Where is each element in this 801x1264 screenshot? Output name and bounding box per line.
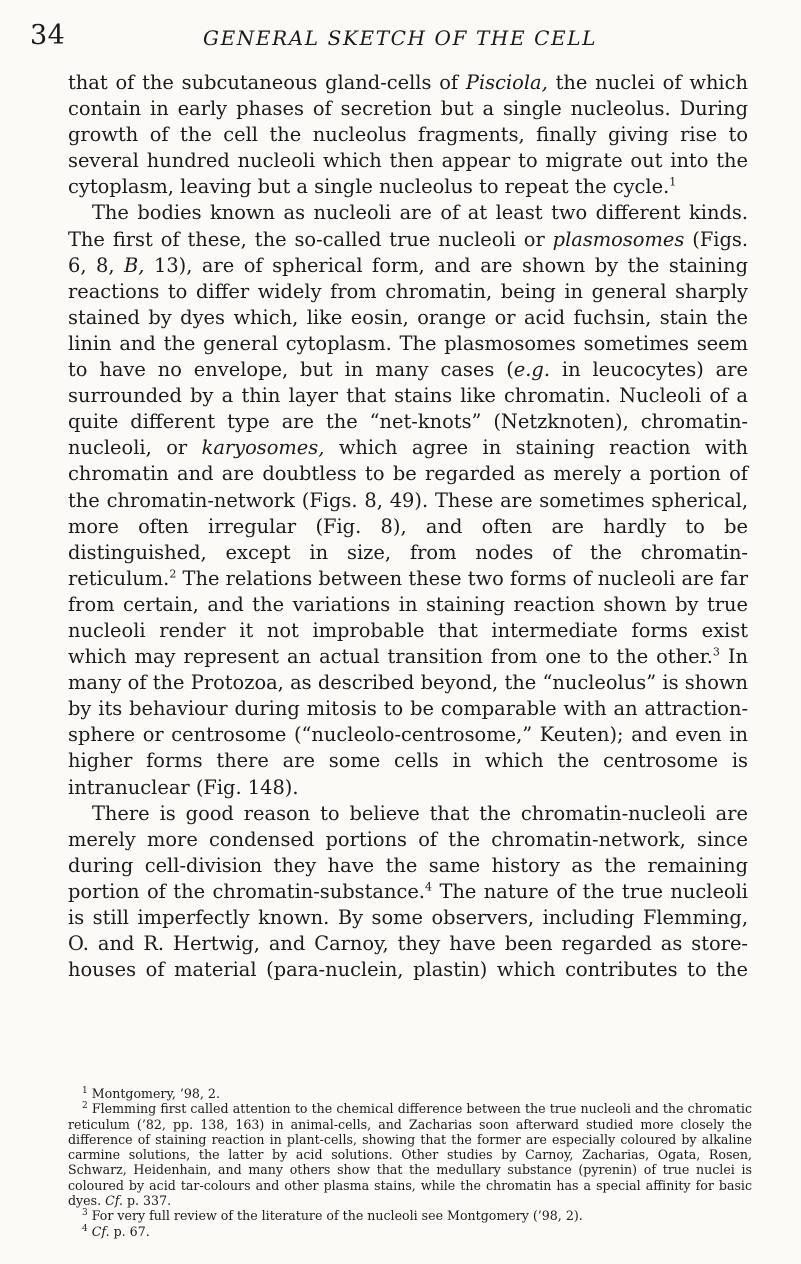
footnote-3 xyxy=(68,1208,752,1223)
footnote-ref-2: 2 xyxy=(169,567,177,581)
italic-term: Cf. xyxy=(91,1223,110,1239)
text-run: The bodies known as nucleoli are of at least two different kinds. The first of these, the so-called true nucleoli or xyxy=(68,201,748,251)
footnote-mark: 1 xyxy=(82,1085,88,1096)
footnote-ref-1: 1 xyxy=(669,175,677,189)
footnote-text: Montgomery, ’98, 2. xyxy=(87,1086,220,1101)
page-number: 34 xyxy=(30,20,66,51)
main-text xyxy=(68,70,748,983)
text-run: the nuclei of which contain in early phases of secretion but a single nucleolus. During growth of the cell the nucleolus fragments, finally giving rise to several hundred nucleoli which then appear to migrate out into the cytoplasm, leaving but a single nucleolus to repeat the cycle. xyxy=(68,71,748,199)
footnote-2 xyxy=(68,1101,752,1208)
footnote-4 xyxy=(68,1224,752,1239)
italic-term: Cf. xyxy=(105,1193,123,1209)
text-run: in leucocytes) are surrounded by a thin layer that stains like chromatin. Nucleoli of a quite different type are the “net-knots” (Netzknoten), chromatin-nucleoli, or xyxy=(68,358,748,460)
footnote-ref-3: 3 xyxy=(712,645,720,659)
footnote-text: Flemming first called attention to the chemical difference between the true nucleoli and the chromatic reticulum (’82, pp. 138, 163) in animal-cells, and Zacharias soon afterward studied more closely the difference of staining reaction in plant-cells, showing that the former are especially coloured by alkaline carmine solutions, the latter by acid solutions. Other studies by Carnoy, Zacharias, Ogata, Rosen, Schwarz, Heidenhain, and many others show that the medullary substance (pyrenin) of true nuclei is coloured by acid tar-colours and other plasma stains, while the chromatin has a special affinity for basic dyes. xyxy=(68,1101,752,1209)
paragraph-2 xyxy=(68,200,748,800)
running-head: GENERAL SKETCH OF THE CELL xyxy=(203,26,597,50)
page-header xyxy=(30,18,770,58)
footnote-ref-4: 4 xyxy=(424,880,432,894)
footnote-mark: 4 xyxy=(82,1223,88,1234)
italic-term: plasmosomes xyxy=(552,227,685,251)
footnote-1 xyxy=(68,1086,752,1101)
footnote-text: p. 337. xyxy=(122,1193,172,1209)
italic-term: Pisciola, xyxy=(465,71,548,94)
text-run: There is good reason to believe that the chromatin-nucleoli are merely more condensed portions of the chromatin-network, since during cell-division they have the same history as the remaining portion of the chromatin-substance. xyxy=(68,801,748,903)
paragraph-3 xyxy=(68,801,748,984)
paragraph-1 xyxy=(68,70,748,200)
text-run: which agree in staining reaction with chromatin and are doubtless to be regarded as merely a portion of the chromatin-network (Figs. 8, 49). These are sometimes spherical, more often irregular (Fig. 8), and often are hardly to be distinguished, except in size, from nodes of the chromatin-reticulum. xyxy=(68,436,749,590)
text-run: that of the subcutaneous gland-cells of xyxy=(68,71,466,94)
italic-term: B, xyxy=(124,253,145,277)
italic-term: e.g. xyxy=(513,358,550,382)
footnote-mark: 3 xyxy=(82,1208,88,1219)
text-run: (Figs. 6, 8, xyxy=(68,227,748,277)
italic-term: karyosomes, xyxy=(201,436,325,460)
footnote-mark: 2 xyxy=(82,1101,88,1112)
footnote-text: p. 67. xyxy=(109,1223,150,1239)
text-run: 13), are of spherical form, and are shown by the staining reactions to differ widely from chromatin, being in general sharply stained by dyes which, like eosin, orange or acid fuchsin, stain the linin and the general cytoplasm. The plasmosomes sometimes seem to have no envelope, but in many cases ( xyxy=(68,253,748,382)
text-run: The nature of the true nucleoli is still imperfectly known. By some observers, including Flemming, O. and R. Hertwig, and Carnoy, they have been regarded as store-houses of material (para-nuclein, plastin) which contributes to the xyxy=(68,879,748,982)
footnote-text: For very full review of the literature of the nucleoli see Montgomery (’98, 2). xyxy=(87,1208,583,1224)
text-run: In many of the Protozoa, as described beyond, the “nucleolus” is shown by its behaviour during mitosis to be comparable with an attraction-sphere or centrosome (“nucleolo-centrosome,” Keuten); and even in higher forms there are some cells in which the centrosome is intranuclear (Fig. 148). xyxy=(68,645,748,799)
text-run: The relations between these two forms of nucleoli are far from certain, and the variations in staining reaction shown by true nucleoli render it not improbable that intermediate forms exist which may represent an actual transition from one to the other. xyxy=(68,566,748,669)
footnotes xyxy=(68,1086,752,1239)
